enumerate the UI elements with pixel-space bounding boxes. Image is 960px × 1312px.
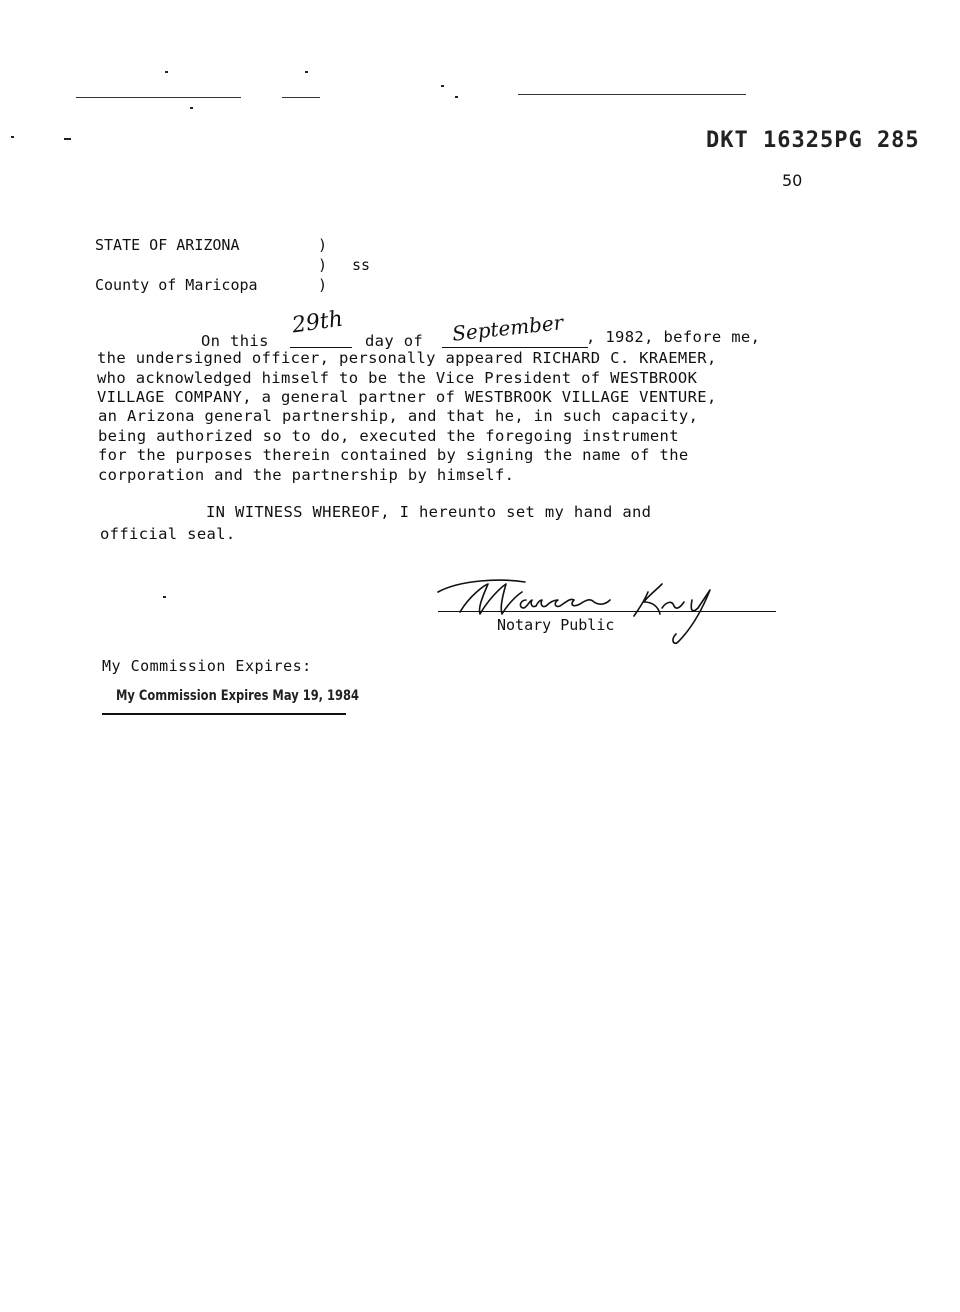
ack-line: being authorized so to do, executed the foregoing instrument <box>98 427 679 445</box>
commission-label: My Commission Expires: <box>102 657 312 675</box>
witness-line-2: official seal. <box>100 525 236 543</box>
venue-bracket: ) <box>318 236 328 254</box>
ack-month-underline <box>442 347 588 348</box>
signature-line <box>438 611 776 612</box>
notary-public-label: Notary Public <box>497 616 615 634</box>
page-number: 50 <box>782 171 803 190</box>
scan-artifact-dot <box>441 85 444 87</box>
scan-artifact-line <box>76 97 241 98</box>
scan-artifact-dot <box>165 71 168 73</box>
notary-signature <box>430 570 720 650</box>
commission-expiry-stamp: My Commission Expires May 19, 1984 <box>116 688 360 704</box>
venue-state: STATE OF ARIZONA <box>95 236 240 254</box>
venue-bracket: ) <box>318 256 328 274</box>
ack-line: who acknowledged himself to be the Vice President of WESTBROOK <box>97 369 698 387</box>
witness-line-1: IN WITNESS WHEREOF, I hereunto set my hand and <box>206 503 652 521</box>
ack-line: the undersigned officer, personally appeared RICHARD C. KRAEMER, <box>97 349 717 367</box>
ack-suffix: , 1982, before me, <box>586 328 761 346</box>
venue-ss: ss <box>352 256 371 274</box>
ack-line: for the purposes therein contained by signing the name of the <box>98 446 689 464</box>
ack-mid: day of <box>365 332 424 350</box>
scan-artifact-dot <box>163 596 166 598</box>
venue-bracket: ) <box>318 276 328 294</box>
ack-line: VILLAGE COMPANY, a general partner of WESTBROOK VILLAGE VENTURE, <box>97 388 717 406</box>
scan-artifact-line <box>518 94 746 95</box>
venue-county: County of Maricopa <box>95 276 258 294</box>
scan-artifact-dot <box>305 71 308 73</box>
scan-artifact-line <box>282 97 320 98</box>
ack-line: corporation and the partnership by himself. <box>98 466 515 484</box>
ack-month-handwritten: September <box>451 310 565 346</box>
ack-line: an Arizona general partnership, and that he, in such capacity, <box>98 407 699 425</box>
recording-stamp: DKT 16325PG 285 <box>706 128 920 153</box>
scan-artifact-dot <box>11 136 14 138</box>
scan-artifact-dot <box>64 138 71 140</box>
scan-artifact-dot <box>190 107 193 109</box>
commission-underline <box>102 713 346 715</box>
scan-artifact-dot <box>455 96 458 98</box>
ack-prefix: On this <box>201 332 269 350</box>
ack-day-underline <box>290 347 352 348</box>
ack-day-handwritten: 29th <box>290 306 345 339</box>
